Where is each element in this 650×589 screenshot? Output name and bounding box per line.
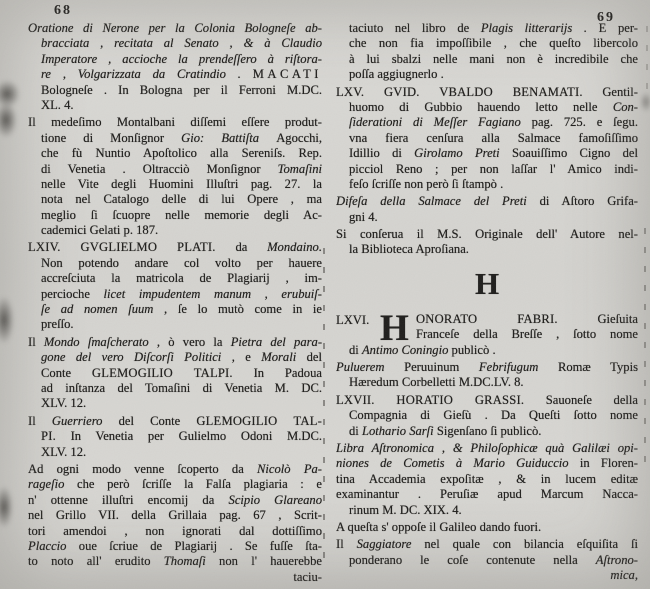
text-line (336, 242, 638, 257)
text-line (28, 36, 322, 51)
text-segment: Ad ogni modo venne ſcoperto da (28, 461, 258, 476)
text-segment: ad inſtanza del Tomaſini di Venetia M. DC. (41, 380, 322, 395)
text-segment: nelle Vite degli Huomini Illuſtri pag. 27. la (41, 176, 322, 191)
text-segment: tina Accademia expoſitæ , & in lucem editæ (336, 471, 638, 486)
text-line (28, 21, 322, 36)
text-line (28, 317, 322, 332)
text-segment: Il (28, 334, 44, 349)
paragraph (336, 21, 638, 83)
text-segment: Lothario Sarſi (361, 423, 437, 438)
text-column-left (28, 21, 322, 587)
text-segment: ò vero la (160, 334, 231, 349)
ink-smudge (0, 80, 20, 108)
text-line (336, 85, 638, 100)
text-line (28, 524, 322, 539)
text-segment: Idillio di (349, 146, 415, 161)
text-line (28, 414, 322, 429)
text-segment: Thomaſi (163, 554, 206, 569)
text-segment: taciu- (293, 569, 322, 584)
text-segment: taciuto nel libro de (349, 21, 481, 35)
text-line (336, 21, 638, 36)
text-segment: XLV. 12. (41, 444, 87, 459)
text-line (28, 508, 322, 523)
text-segment: ſe lo mutò come in ie (167, 302, 322, 317)
text-segment: Plagis litterarijs . (480, 21, 588, 35)
text-segment: Compagnia di Gieſù . Da Queſti ſotto nome (349, 408, 638, 423)
text-segment: oue ſcriue de Plagiarij . Se fuſſe ſta- (78, 538, 322, 553)
text-segment: vna fiera cenſura alla Salmace famoſiſſimo (349, 130, 638, 145)
page-edge-marks (644, 228, 646, 463)
text-line (336, 210, 638, 225)
text-line (28, 287, 322, 302)
paragraph (336, 537, 638, 583)
text-segment: gone del vero Diſcorſi Politici , (41, 350, 235, 365)
text-segment: Si conſerua il M.S. Originale dell' Autore nel- (336, 227, 638, 242)
text-segment: examinantur . Peruſiæ apud Marcum Nacca- (336, 487, 638, 502)
text-segment: picciol Reno ; per non laſſar l' Amico indi- (349, 161, 638, 176)
text-segment: LXIV. GVGLIELMO PLATI. (28, 240, 236, 255)
text-segment: Il (336, 537, 357, 552)
text-line (336, 227, 638, 242)
text-segment: Nicolò Pa- (257, 461, 322, 476)
text-segment: bracciata , recitata al Senato , & à Claudio (41, 36, 322, 51)
text-segment: Bologneſe . In Bologna per il Ferroni M.DC. (41, 82, 322, 97)
text-segment: In Padoua (232, 365, 322, 380)
text-segment: ſiderationi di Meſſer Fagiano (349, 115, 532, 130)
paragraph (336, 441, 638, 518)
text-segment: Il (28, 413, 52, 428)
text-segment: Conte (41, 365, 92, 380)
text-line (28, 177, 322, 192)
text-segment: in Floren- (579, 456, 638, 471)
text-segment: ponderano le coſe contenute nella (349, 552, 596, 567)
text-segment: Febrifugum (478, 360, 558, 375)
text-line (336, 503, 638, 518)
text-segment: niones de Cometis à Mario Guiduccio (336, 456, 580, 471)
text-segment: Oratione di Nerone per la Colonia Bologneſe ab- (28, 21, 322, 35)
text-segment: tione di Monſignor (41, 130, 182, 145)
text-segment: Morali (261, 350, 297, 365)
text-line (28, 131, 322, 146)
text-segment: MACATI (252, 67, 322, 82)
text-line (28, 162, 322, 177)
text-segment: PI. (41, 429, 56, 444)
text-segment: Imperatore , accioche la prendeſſero à riſtora- (41, 51, 322, 66)
text-line (28, 477, 322, 492)
text-segment: licet impudentem manum , erubuiſ- (103, 286, 322, 301)
section-heading: H (474, 265, 500, 301)
text-segment: ſe ad nomen ſuum , (41, 302, 168, 317)
text-segment: nel quale con bilancia eſquiſita ſi (424, 537, 638, 552)
text-line (336, 36, 638, 51)
text-segment: Aſtrono- (595, 552, 638, 567)
text-segment: accreſciuta la matricola de Plagiarij , im- (41, 271, 322, 286)
page-edge-marks (323, 248, 325, 558)
text-segment: meglio ſi ſcuopre nelle memorie degli Ac- (41, 207, 322, 222)
text-segment: poſſa aggiugnerlo . (349, 67, 444, 82)
text-line (28, 445, 322, 460)
ink-smudge (0, 102, 17, 138)
text-segment: GLEMOGILIO TAL- (196, 413, 322, 428)
text-segment: nota nel Catalogo delle di lui Opere , ma (41, 192, 322, 207)
text-segment: di (349, 423, 362, 438)
text-segment: e (234, 350, 262, 365)
text-line (336, 456, 638, 471)
text-line (336, 472, 638, 487)
text-segment: Peruuinum (404, 360, 479, 375)
text-segment: A queſta s' oppoſe il Galileo dando fuori. (336, 519, 542, 534)
text-line (336, 568, 638, 583)
text-segment: Agocchi, (276, 130, 322, 145)
text-line (336, 115, 638, 130)
paragraph (336, 85, 638, 193)
text-line (336, 520, 638, 535)
text-segment: non l' hauerebbe (205, 554, 322, 569)
text-segment: LXVII. HORATIO GRASSI. (336, 392, 525, 407)
entry-label: LXVI. (336, 312, 370, 327)
text-line (28, 98, 322, 113)
text-segment: Gieſuita (557, 311, 638, 326)
text-line (28, 146, 322, 161)
text-segment: tori amendoi , non ignorati dal dottiſſimo (28, 523, 322, 538)
text-line (336, 100, 638, 115)
paragraph (28, 335, 322, 412)
text-line (28, 381, 322, 396)
paragraph (336, 194, 638, 225)
page-edge-marks (646, 26, 648, 96)
text-segment: Antimo Coningio (361, 342, 452, 357)
text-line (336, 194, 638, 209)
text-segment: rinum M. DC. XIX. 4. (349, 502, 462, 517)
text-segment: Pietra del para- (230, 334, 322, 349)
paragraph (336, 360, 638, 391)
text-line (28, 83, 322, 98)
text-segment: E per- (587, 21, 638, 35)
text-line (28, 67, 322, 82)
paragraph (28, 414, 322, 460)
text-segment: XLV. 12. (41, 396, 87, 411)
text-line (336, 537, 638, 552)
text-column-right (336, 21, 638, 586)
drop-cap: H (380, 307, 409, 349)
text-line (28, 115, 322, 130)
text-line (336, 162, 638, 177)
text-line (28, 335, 322, 350)
ink-smudge (0, 296, 14, 344)
text-segment: Romæ Typis (557, 360, 638, 375)
text-segment: Gentil- (582, 84, 638, 99)
text-segment: Difeſa della Salmace del Preti (336, 194, 540, 209)
text-line (28, 554, 322, 569)
ink-smudge (0, 486, 13, 528)
text-segment: cademici Gelati p. 187. (41, 223, 159, 238)
text-segment: Sauoneſe della (524, 392, 638, 407)
text-line (28, 271, 322, 286)
text-line (336, 67, 638, 82)
text-segment: Placcio (28, 538, 79, 553)
text-segment: à lui sbalzi nelle mani non è incredibile che (349, 51, 638, 66)
paragraph (28, 21, 322, 113)
text-segment: Mondaino. (267, 240, 322, 255)
paragraph (28, 462, 322, 585)
text-segment: n' ottenne illuſtri encomij da (28, 492, 229, 507)
text-segment: Saggiatore (356, 537, 425, 552)
ink-smudge (640, 92, 650, 112)
text-line (336, 553, 638, 568)
text-segment: re , Volgarizzata da Cratindio . (41, 67, 253, 82)
text-line (336, 146, 638, 161)
text-segment: preſſo. (41, 317, 74, 332)
text-line (336, 424, 638, 439)
text-segment: Guerriero (51, 413, 119, 428)
text-segment: Tomaſini (277, 161, 322, 176)
text-line (28, 350, 322, 365)
text-segment: Puluerem (336, 360, 405, 375)
text-segment: In Venetia per Gulielmo Odoni M.DC. (55, 429, 322, 444)
text-segment: huomo di Gubbio hauendo letto nelle (349, 99, 613, 114)
text-line (28, 208, 322, 223)
text-line (336, 177, 638, 192)
text-line (28, 302, 322, 317)
text-line (28, 396, 322, 411)
text-segment: ONORATO FABRI. (416, 311, 558, 326)
text-segment: Franceſe della Breſſe , ſotto nome (416, 327, 638, 342)
text-line (336, 408, 638, 423)
text-segment: Mondo ſmaſcherato , (43, 334, 161, 349)
paragraph (336, 393, 638, 439)
text-segment: mica, (610, 568, 638, 583)
text-line (28, 223, 322, 238)
text-segment: pag. 725. e ſegu. (531, 115, 638, 130)
text-segment: di (349, 342, 362, 357)
text-line (28, 493, 322, 508)
text-line (336, 52, 638, 67)
text-line (28, 192, 322, 207)
text-line (28, 52, 322, 67)
text-segment: Libra Aſtronomica , & Philoſophicæ quà Galilæi opi- (336, 440, 638, 455)
text-segment: di Venetia . Oltracciò Monſignor (41, 161, 278, 176)
text-segment: XL. 4. (41, 97, 74, 112)
text-line (336, 393, 638, 408)
paragraph (336, 227, 638, 258)
text-segment: del Conte (118, 413, 197, 428)
text-line (336, 375, 638, 390)
paragraph (28, 240, 322, 332)
text-segment: Gio: Battiſta (181, 130, 277, 145)
entry-paragraph (336, 307, 638, 358)
text-segment: di Aſtoro Grifa- (539, 194, 638, 209)
text-segment: Soauiſſimo Cigno del (511, 146, 638, 161)
text-segment: percioche (41, 286, 104, 301)
text-line (28, 570, 322, 585)
text-line (336, 441, 638, 456)
text-segment: Non potendo andare col volto per hauere (41, 255, 322, 270)
text-line (28, 539, 322, 554)
paragraph (28, 115, 322, 238)
page-number-left: 68 (54, 3, 72, 18)
page-number-right: 69 (597, 10, 615, 25)
text-segment: publicò . (451, 342, 496, 357)
text-segment: la Biblioteca Aproſiana. (349, 242, 469, 257)
text-segment: del (296, 350, 322, 365)
text-segment: nel Grillo VII. della Grillaia pag. 67 , Scrit- (28, 508, 322, 523)
text-line (28, 429, 322, 444)
text-segment: Con- (612, 99, 638, 114)
text-segment: da (235, 240, 268, 255)
text-line (336, 360, 638, 375)
text-segment: Scipio Glareano (228, 492, 322, 507)
text-segment: che però ſcriſſe la Falſa plagiaria : e (77, 477, 322, 492)
text-segment: che fù Nuntio Apoſtolico alla Sereniſs. Rep. (41, 146, 322, 161)
text-segment: to noto all' erudito (28, 554, 164, 569)
text-segment: Hæredum Corbelletti M.DC.LV. 8. (349, 375, 524, 390)
text-segment: Girolamo Preti (414, 146, 512, 161)
text-line (28, 366, 322, 381)
text-segment: gni 4. (349, 209, 378, 224)
text-segment: che non fia impoſſibile , che queſto libercolo (349, 36, 638, 51)
text-line (336, 487, 638, 502)
text-line (28, 240, 322, 255)
text-segment: rageſio (28, 477, 78, 492)
text-line (336, 131, 638, 146)
text-segment: LXV. GVID. VBALDO BENAMATI. (336, 84, 583, 99)
paragraph (336, 520, 638, 535)
text-segment: Sigenſano ſi publicò. (436, 423, 542, 438)
text-segment: feſo ſcriſſe non però ſi ſtampò . (349, 176, 504, 191)
text-line (28, 462, 322, 477)
text-segment: Il medeſimo Montalbani diſſemi eſſere produt- (28, 115, 322, 130)
text-segment: GLEMOGILIO TALPI. (91, 365, 233, 380)
text-line (28, 256, 322, 271)
